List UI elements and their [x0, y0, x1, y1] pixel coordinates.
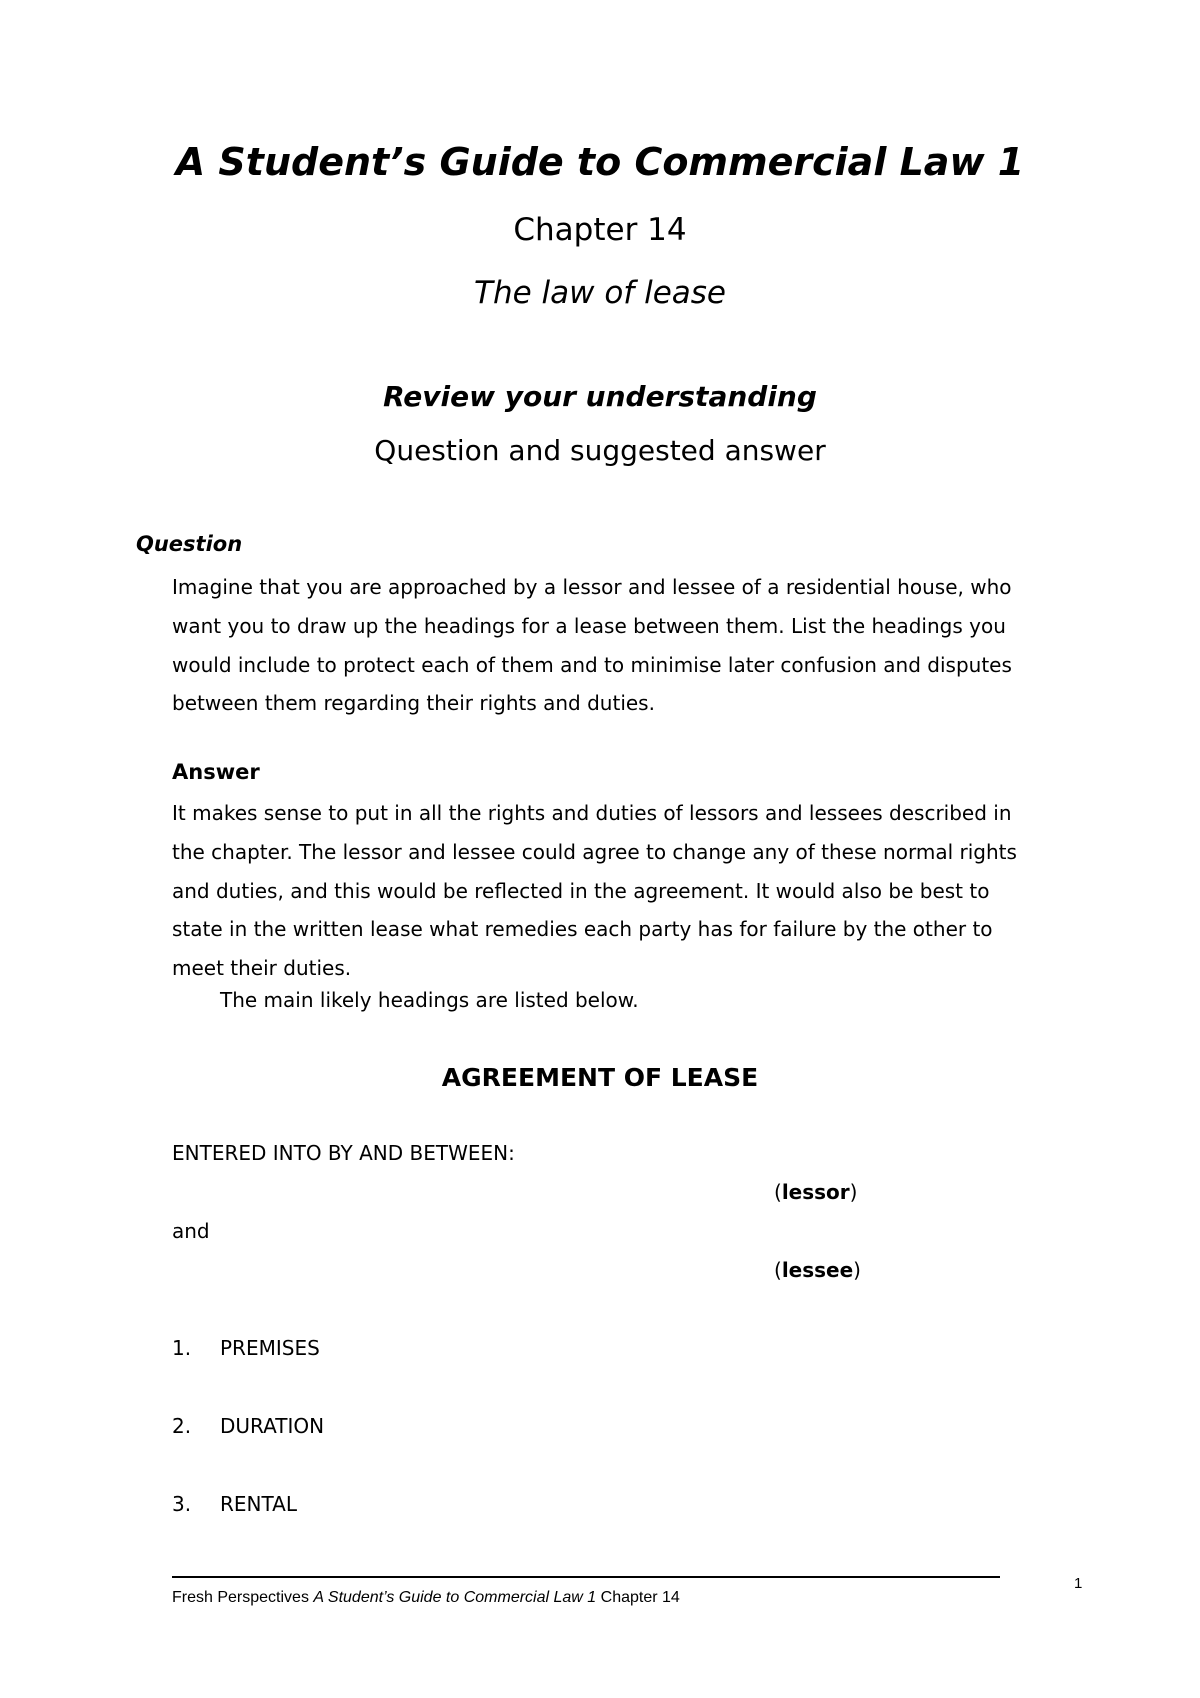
agreement-parties-intro: ENTERED INTO BY AND BETWEEN: [172, 1141, 515, 1165]
lease-heading-item [172, 1336, 320, 1360]
lessor-close-paren: ) [849, 1180, 858, 1204]
answer-paragraph: It makes sense to put in all the rights and duties of lessors and lessees described in the chapter. The lessor and lessee could agree to change any of these normal rights and duties, and this would be reflected in the agreement. It would also be best to state in the written lease what remedies each party has for failure by the other to meet their duties. [172, 801, 1017, 981]
section-subtitle: Question and suggested answer [374, 434, 826, 467]
lease-heading-item [172, 1492, 297, 1516]
heading-number: 3. [172, 1492, 192, 1516]
footer-rule [172, 1576, 1000, 1578]
footer-book-title: A Student’s Guide to Commercial Law 1 [313, 1589, 597, 1606]
answer-label: Answer [172, 760, 260, 784]
lessee-close-paren: ) [853, 1258, 861, 1282]
lease-heading-item [172, 1414, 324, 1438]
footer-prefix: Fresh Perspectives [172, 1589, 314, 1606]
page-number: 1 [1074, 1575, 1083, 1592]
chapter-heading: Chapter 14 [513, 212, 687, 248]
question-text: Imagine that you are approached by a lessor and lessee of a residential house, who want you to draw up the headings for a lease between them. List the headings you would include to protect each of them and to minimise later confusion and disputes between them regarding their rights and duties. [172, 575, 1012, 716]
heading-label: PREMISES [220, 1336, 320, 1360]
question-label: Question [136, 532, 243, 556]
lessee-open-paren: ( [774, 1258, 782, 1282]
heading-number: 2. [172, 1414, 192, 1438]
footer-chapter: Chapter 14 [596, 1589, 680, 1606]
lessor-open-paren: ( [774, 1180, 782, 1204]
heading-label: RENTAL [220, 1492, 297, 1516]
lessee-label: lessee [781, 1258, 854, 1282]
heading-number: 1. [172, 1336, 192, 1360]
heading-label: DURATION [220, 1414, 325, 1438]
footer-text [172, 1589, 680, 1607]
document-title: A Student’s Guide to Commercial Law 1 [175, 140, 1025, 184]
answer-paragraph-2: The main likely headings are listed below. [220, 988, 639, 1012]
section-title: Review your understanding [383, 380, 817, 413]
agreement-title: AGREEMENT OF LEASE [441, 1063, 759, 1092]
lessee-line [774, 1258, 861, 1282]
and-text: and [172, 1219, 210, 1243]
lessor-label: lessor [781, 1180, 850, 1204]
chapter-subtitle: The law of lease [474, 275, 726, 311]
lessor-line [774, 1180, 857, 1204]
